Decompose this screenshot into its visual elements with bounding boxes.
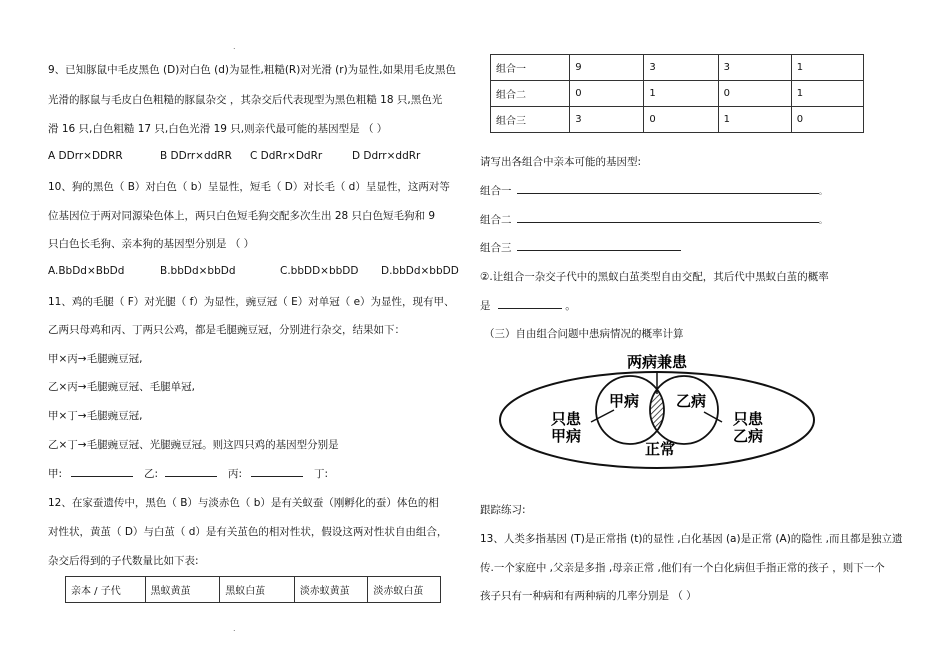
q13-line: 孩子只有一种病和有两种病的几率分别是 （ ） — [480, 590, 697, 602]
followup-heading: 跟踪练习: — [480, 504, 526, 516]
q9-line: 9、已知豚鼠中毛皮黑色 (D)对白色 (d)为显性,粗糙(R)对光滑 (r)为显性,如果用毛皮黑色 — [48, 64, 457, 76]
q12-line: 杂交后得到的子代数量比如下表: — [48, 555, 199, 567]
answer-blank[interactable] — [71, 466, 133, 477]
answer-blank[interactable] — [517, 240, 681, 251]
blank-label: 丙: — [228, 468, 243, 480]
q11-cross: 乙×丙→毛腿豌豆冠、毛腿单冠, — [48, 381, 195, 393]
label-only-b: 只患 — [732, 410, 764, 428]
label-both: 两病兼患 — [626, 353, 688, 371]
q11-line: 11、鸡的毛腿（ F）对光腿（ f）为显性，豌豆冠（ E）对单冠（ e）为显性，现有甲、 — [48, 296, 455, 308]
q10-line: 位基因位于两对同源染色体上，两只白色短毛狗交配多次生出 28 只白色短毛狗和 9 — [48, 210, 436, 222]
pointer-line — [591, 410, 614, 422]
q11-line: 乙两只母鸡和丙、丁两只公鸡，都是毛腿豌豆冠，分别进行杂交，结果如下： — [48, 324, 405, 336]
q10-line: 10、狗的黑色（ B）对白色（ b）呈显性，短毛（ D）对长毛（ d）呈显性，这两对等 — [48, 181, 450, 193]
table-cell: 3 — [644, 55, 718, 81]
sub-question-label: 是 — [480, 300, 491, 312]
q9-option: D Ddrr×ddRr — [352, 150, 421, 162]
sub-question: ②.让组合一杂交子代中的黑蚁白茧类型自由交配，其后代中黑蚁白茧的概率 — [480, 271, 829, 283]
q11-blank-row — [48, 466, 133, 481]
table-row — [491, 55, 864, 81]
table-cell: 0 — [791, 107, 863, 133]
q10-option: A.BbDd×BbDd — [48, 265, 125, 277]
q13-line: 传.一个家庭中 ,父亲是多指 ,母亲正常 ,他们有一个白化病但手指正常的孩子 ，则下一个 — [480, 562, 885, 574]
answer-blank[interactable] — [165, 466, 217, 477]
q11-blank-row — [314, 466, 328, 481]
table-cell: 0 — [644, 107, 718, 133]
table-cell: 组合二 — [491, 81, 570, 107]
table-row — [491, 81, 864, 107]
label-b: 乙病 — [675, 392, 707, 410]
table-header-cell: 淡赤蚁白茧 — [368, 577, 441, 603]
q10-option: D.bbDd×bbDD — [381, 265, 459, 277]
q10-line: 只白色长毛狗、亲本狗的基因型分别是 （ ） — [48, 238, 255, 250]
genotype-prompt: 请写出各组合中亲本可能的基因型: — [480, 156, 642, 168]
answer-blank[interactable] — [251, 466, 303, 477]
table-cell: 0 — [718, 81, 791, 107]
combo-answer-row: 组合一 。 — [480, 185, 827, 197]
combo-label: 组合一 — [480, 185, 512, 197]
q11-blank-row — [228, 466, 303, 481]
blank-label: 甲: — [48, 468, 63, 480]
q11-blank-row — [144, 466, 217, 481]
label-only-a: 甲病 — [550, 427, 582, 445]
q11-cross: 甲×丙→毛腿豌豆冠, — [48, 353, 143, 365]
page-dot: . — [233, 42, 236, 51]
table-header-cell: 黑蚁黄茧 — [145, 577, 220, 603]
sub-question-answer-row — [480, 298, 576, 313]
table-header-cell: 淡赤蚁黄茧 — [294, 577, 368, 603]
pointer-line — [704, 412, 722, 422]
blank-label: 丁: — [314, 468, 329, 480]
table-header-cell: 黑蚁白茧 — [220, 577, 295, 603]
q10-option: C.bbDD×bbDD — [280, 265, 359, 277]
silkworm-table-body — [490, 54, 864, 133]
q12-line: 对性状，黄茧（ D）与白茧（ d）是有关茧色的相对性状，假设这两对性状自由组合， — [48, 526, 448, 538]
table-cell: 9 — [570, 55, 644, 81]
table-cell: 1 — [644, 81, 718, 107]
sub-question-period: 。 — [565, 300, 576, 312]
table-cell: 3 — [570, 107, 644, 133]
table-cell: 组合一 — [491, 55, 570, 81]
q11-cross: 乙×丁→毛腿豌豆冠、光腿豌豆冠。则这四只鸡的基因型分别是 — [48, 439, 339, 451]
venn-diagram — [496, 348, 818, 472]
label-only-b: 乙病 — [732, 427, 764, 445]
venn-svg — [496, 348, 818, 472]
answer-blank[interactable] — [517, 212, 819, 223]
label-a: 甲病 — [608, 392, 640, 410]
silkworm-table-header — [65, 576, 441, 603]
combo-answer-row — [480, 240, 681, 255]
q9-option: B DDrr×ddRR — [160, 150, 232, 162]
table-cell: 1 — [791, 55, 863, 81]
q10-option: B.bbDd×bbDd — [160, 265, 236, 277]
answer-blank[interactable] — [498, 298, 562, 309]
table-cell: 0 — [570, 81, 644, 107]
q9-line: 光滑的豚鼠与毛皮白色粗糙的豚鼠杂交 ，其杂交后代表现型为黑色粗糙 18 只,黑色光 — [48, 94, 443, 106]
label-normal: 正常 — [644, 440, 676, 458]
table-cell: 3 — [718, 55, 791, 81]
combo-label: 组合三 — [480, 242, 512, 254]
q9-option: C DdRr×DdRr — [250, 150, 323, 162]
q9-line: 滑 16 只,白色粗糙 17 只,白色光滑 19 只,则亲代最可能的基因型是 （ ） — [48, 123, 388, 135]
table-cell: 组合三 — [491, 107, 570, 133]
q13-line: 13、人类多指基因 (T)是正常指 (t)的显性 ,白化基因 (a)是正常 (A)的隐性 ,而且都是独立遗 — [480, 533, 903, 545]
blank-label: 乙: — [144, 468, 159, 480]
q9-option: A DDrr×DDRR — [48, 150, 123, 162]
table-row — [491, 107, 864, 133]
table-cell: 1 — [718, 107, 791, 133]
section-heading: （三）自由组合问题中患病情况的概率计算 — [484, 328, 684, 340]
page-dot: . — [233, 624, 236, 633]
table-header-cell: 亲本 / 子代 — [66, 577, 146, 603]
answer-blank[interactable] — [517, 183, 819, 194]
label-only-a: 只患 — [550, 410, 582, 428]
combo-label: 组合二 — [480, 214, 512, 226]
q11-cross: 甲×丁→毛腿豌豆冠, — [48, 410, 143, 422]
table-cell: 1 — [791, 81, 863, 107]
q12-line: 12、在家蚕遗传中，黑色（ B）与淡赤色（ b）是有关蚁蚕（刚孵化的蚕）体色的相 — [48, 497, 439, 509]
combo-answer-row: 组合二 。 — [480, 214, 827, 226]
